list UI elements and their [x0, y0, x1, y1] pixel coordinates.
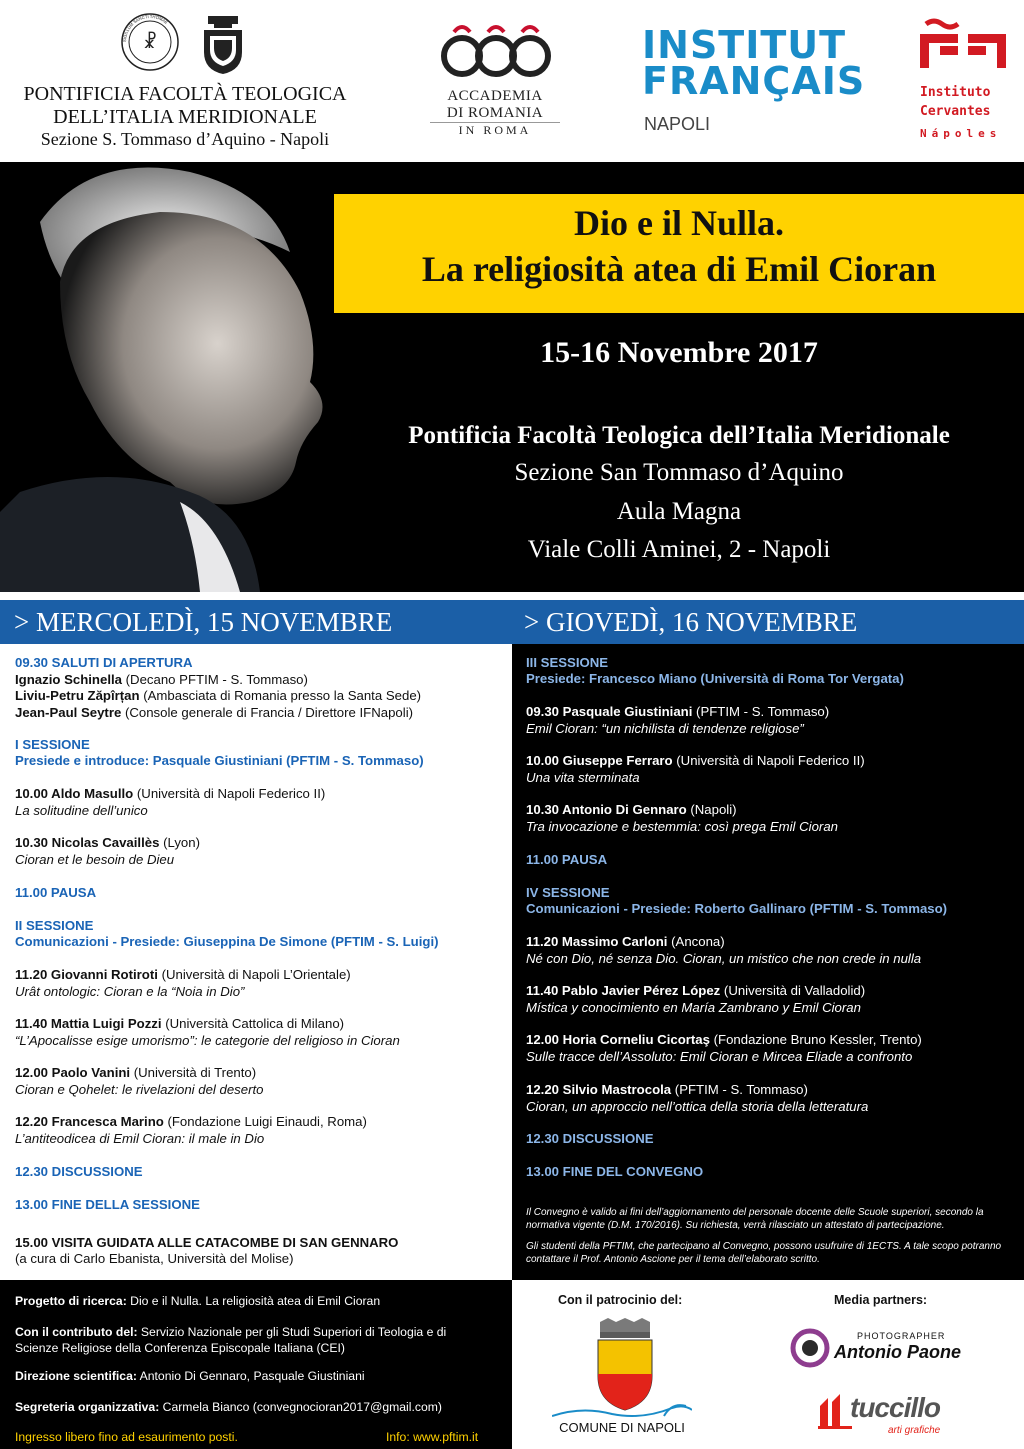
talk-title: Né con Dio, né senza Dio. Cioran, un mistico che non crede in nulla [526, 951, 922, 966]
tuccillo-logo: tuccillo [850, 1392, 941, 1423]
project-line: Progetto di ricerca: Dio e il Nulla. La religiosità atea di Emil Cioran [15, 1294, 381, 1308]
talk-title: Urât ontologic: Cioran e la “Noia in Dio” [15, 984, 245, 999]
note-teachers: Il Convegno è valido ai fini dell’aggiornamento del personale docente delle Scuole superiori, secondo la normativa vigente (D.M. 170/2016). Su richiesta, verrà rilasciato un attestato di partecipazione. [526, 1207, 984, 1231]
seal-text: SIGILLUM SANCTI THOMAE [121, 13, 169, 43]
break: 11.00 PAUSA [526, 852, 608, 867]
institut-line-1: INSTITUT [642, 23, 847, 67]
hero-banner [0, 162, 1024, 592]
talk-title: Tra invocazione e bestemmia: così prega Emil Cioran [526, 819, 838, 834]
accademia-line-2: DI ROMANIA [446, 105, 544, 121]
cervantes-line-1: Instituto [920, 85, 991, 100]
accademia-line-1: ACCADEMIA [447, 88, 543, 104]
pontificia-line-3: Sezione S. Tommaso d’Aquino - Napoli [40, 129, 330, 149]
accademia-logo [440, 22, 552, 80]
talk-title: Cioran e Qohelet: le rivelazioni del deserto [15, 1082, 264, 1097]
info-link[interactable]: Info: www.pftim.it [386, 1430, 479, 1444]
coat-of-arms-icon [200, 14, 246, 76]
discussion: 12.30 DISCUSSIONE [526, 1131, 654, 1146]
day-2-program [512, 644, 1024, 1280]
talk-row: 11.40 Mattia Luigi Pozzi (Università Cattolica di Milano) [15, 1016, 345, 1031]
note-students: Gli studenti della PFTIM, che partecipano al Convegno, possono usufruire di 1ECTS. A tale scopo potranno contattare il Prof. Antonio Ascione per il tema dell’elaborato scritto. [526, 1241, 1002, 1265]
session-1-chair: Presiede e introduce: Pasquale Giustiniani (PFTIM - S. Tommaso) [15, 753, 424, 768]
day-1-heading: > MERCOLEDÌ, 15 NOVEMBRE [0, 600, 512, 644]
talk-title: Emil Cioran: “un nichilista di tendenze religiose” [526, 721, 804, 736]
talk-row: 10.00 Giuseppe Ferraro (Università di Napoli Federico II) [526, 753, 865, 768]
patronage-label: Con il patrocinio del: [558, 1293, 683, 1307]
seal-icon [120, 12, 180, 72]
pontificia-line-2: DELL’ITALIA MERIDIONALE [53, 106, 317, 128]
talk-row: 11.20 Massimo Carloni (Ancona) [526, 934, 725, 949]
talk-title: Cioran, un approccio nell’ottica della storia della letteratura [526, 1099, 869, 1114]
venue-line-1: Pontificia Facoltà Teologica dell’Italia Meridionale [408, 422, 950, 449]
event-title-line-2: La religiosità atea di Emil Cioran [421, 249, 937, 289]
talk-row: 09.30 Pasquale Giustiniani (PFTIM - S. Tommaso) [526, 704, 830, 719]
speaker-row: Jean-Paul Seytre (Console generale di Francia / Direttore IFNapoli) [15, 705, 414, 720]
cervantes-logo-icon [920, 18, 1010, 70]
tuccillo-mark-icon [818, 1392, 852, 1430]
footer-partners [512, 1280, 1024, 1449]
wave-icon [552, 1402, 692, 1420]
break: 11.00 PAUSA [15, 885, 97, 900]
photographer-name: Antonio Paone [834, 1342, 961, 1362]
venue-line-2: Sezione San Tommaso d’Aquino [514, 459, 844, 486]
header [0, 0, 1024, 162]
camera-lens-icon [790, 1328, 830, 1368]
pontificia-line-1: PONTIFICIA FACOLTÀ TEOLOGICA [23, 83, 347, 105]
talk-row: 12.20 Francesca Marino (Fondazione Luigi Einaudi, Roma) [15, 1114, 367, 1129]
session-end: 13.00 FINE DELLA SESSIONE [15, 1197, 200, 1212]
session-4-title: IV SESSIONE [526, 885, 610, 900]
talk-title: Mística y conocimiento en María Zambrano y Emil Cioran [526, 1000, 861, 1015]
discussion: 12.30 DISCUSSIONE [15, 1164, 143, 1179]
guided-visit-note: (a cura di Carlo Ebanista, Università del Molise) [15, 1251, 294, 1266]
speaker-row: Ignazio Schinella (Decano PFTIM - S. Tommaso) [15, 672, 308, 687]
cervantes-line-3: Nápoles [920, 127, 1002, 140]
venue-line-4: Viale Colli Aminei, 2 - Napoli [527, 536, 831, 563]
session-1-title: I SESSIONE [15, 737, 90, 752]
session-3-title: III SESSIONE [526, 655, 609, 670]
accademia-line-3: IN ROMA [430, 122, 560, 138]
day-1-program [0, 644, 512, 1280]
talk-row: 10.30 Antonio Di Gennaro (Napoli) [526, 802, 737, 817]
cervantes-line-2: Cervantes [920, 104, 991, 119]
session-2-chair: Comunicazioni - Presiede: Giuseppina De Simone (PFTIM - S. Luigi) [15, 934, 439, 949]
talk-row: 10.30 Nicolas Cavaillès (Lyon) [15, 835, 200, 850]
talk-row: 12.00 Paolo Vanini (Università di Trento) [15, 1065, 257, 1080]
event-title-line-1: Dio e il Nulla. [573, 203, 784, 243]
direction-line: Direzione scientifica: Antonio Di Gennaro, Pasquale Giustiniani [15, 1369, 365, 1383]
talk-row: 12.00 Horia Corneliu Cicortaş (Fondazione Bruno Kessler, Trento) [526, 1032, 922, 1047]
session-4-chair: Comunicazioni - Presiede: Roberto Gallinaro (PFTIM - S. Tommaso) [526, 901, 948, 916]
contribution-line: Con il contributo del: Servizio Nazionale per gli Studi Superiori di Teologia e di [15, 1325, 447, 1339]
institut-line-3: NAPOLI [644, 114, 711, 134]
talk-title: La solitudine dell’unico [15, 803, 148, 818]
portrait-image [0, 162, 334, 592]
secretariat-line: Segreteria organizzativa: Carmela Bianco (convegnocioran2017@gmail.com) [15, 1400, 442, 1414]
day-2-heading: > GIOVEDÌ, 16 NOVEMBRE [512, 600, 1024, 644]
session-3-chair: Presiede: Francesco Miano (Università di Roma Tor Vergata) [526, 671, 904, 686]
talk-row: 11.20 Giovanni Rotiroti (Università di Napoli L’Orientale) [15, 967, 351, 982]
svg-text:☧: ☧ [142, 32, 158, 52]
speaker-row: Liviu-Petru Zăpîrțan (Ambasciata di Romania presso la Santa Sede) [15, 688, 422, 703]
photographer-label: PHOTOGRAPHER [857, 1331, 946, 1341]
talk-title: “L’Apocalisse esige umorismo”: le categorie del religioso in Cioran [15, 1033, 400, 1048]
talk-row: 12.20 Silvio Mastrocola (PFTIM - S. Tommaso) [526, 1082, 808, 1097]
talk-row: 11.40 Pablo Javier Pérez López (Università di Valladolid) [526, 983, 866, 998]
footer-credits [0, 1280, 512, 1449]
talk-title: Cioran et le besoin de Dieu [15, 852, 175, 867]
contribution-line-2: Scienze Religiose della Conferenza Episcopale Italiana (CEI) [15, 1341, 345, 1355]
talk-row: 10.00 Aldo Masullo (Università di Napoli Federico II) [15, 786, 326, 801]
talk-title: Una vita sterminata [526, 770, 640, 785]
comune-coat-of-arms-icon [592, 1318, 658, 1412]
opening-session: 09.30 SALUTI DI APERTURA [15, 655, 193, 670]
venue-line-3: Aula Magna [616, 498, 742, 525]
comune-label: COMUNE DI NAPOLI [559, 1420, 685, 1435]
talk-title: L’antiteodicea di Emil Cioran: il male in Dio [15, 1131, 265, 1146]
talk-title: Sulle tracce dell’Assoluto: Emil Cioran e Mircea Eliade a confronto [526, 1049, 913, 1064]
session-2-title: II SESSIONE [15, 918, 94, 933]
media-partners-label: Media partners: [834, 1293, 928, 1307]
conference-end: 13.00 FINE DEL CONVEGNO [526, 1164, 704, 1179]
guided-visit: 15.00 VISITA GUIDATA ALLE CATACOMBE DI SAN GENNARO [15, 1235, 399, 1250]
event-date: 15-16 Novembre 2017 [540, 336, 818, 369]
institut-line-2: FRANÇAIS [642, 59, 866, 103]
title-box [334, 194, 1024, 313]
free-entry-note: Ingresso libero fino ad esaurimento posti. [15, 1430, 238, 1444]
tuccillo-subtitle: arti grafiche [888, 1425, 941, 1436]
